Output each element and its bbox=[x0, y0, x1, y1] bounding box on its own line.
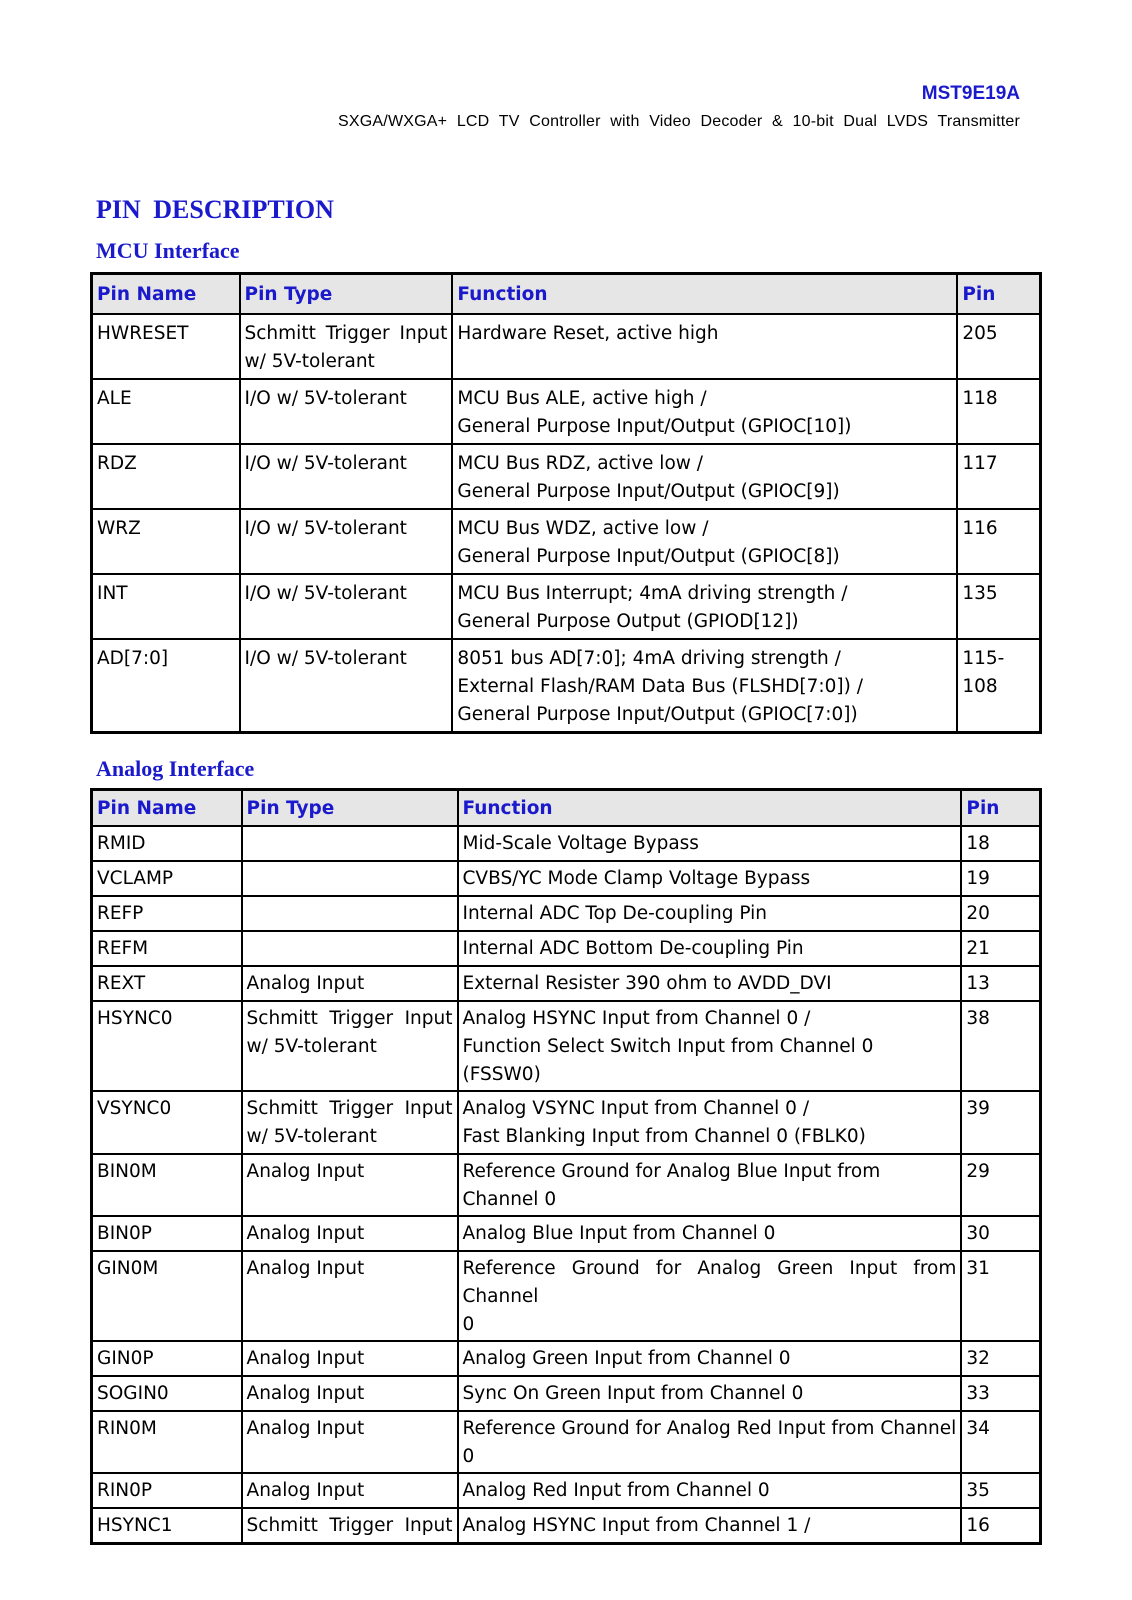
table-row bbox=[92, 1091, 1041, 1154]
pin-type-line: Schmitt Trigger Input bbox=[246, 1515, 453, 1536]
function-line: General Purpose Input/Output (GPIOC[10]) bbox=[457, 416, 852, 437]
pin-type-cell: Analog Input bbox=[242, 1154, 458, 1216]
pin-type-line: Schmitt Trigger Input bbox=[244, 323, 448, 344]
function-line: 8051 bus AD[7:0]; 4mA driving strength / bbox=[457, 648, 841, 669]
function-line: MCU Bus Interrupt; 4mA driving strength / bbox=[457, 583, 848, 604]
function-cell: Reference Ground for Analog Blue Input from Channel 0 bbox=[458, 1154, 962, 1216]
pin-name-cell: WRZ bbox=[92, 509, 240, 574]
column-header-function: Function bbox=[458, 790, 962, 827]
pin-type-cell bbox=[240, 314, 453, 379]
function-line: General Purpose Output (GPIOD[12]) bbox=[457, 611, 799, 632]
table-row bbox=[92, 1376, 1041, 1411]
section-title: PIN DESCRIPTION bbox=[96, 195, 334, 224]
function-line: Function Select Switch Input from Channel 0 (FSSW0) bbox=[462, 1036, 874, 1085]
pin-number-cell: 16 bbox=[961, 1508, 1040, 1543]
table-row bbox=[92, 826, 1041, 861]
pin-number-cell: 115-108 bbox=[957, 639, 1040, 733]
function-cell: Sync On Green Input from Channel 0 bbox=[458, 1376, 962, 1411]
pin-type-cell: Analog Input bbox=[242, 1341, 458, 1376]
function-line: General Purpose Input/Output (GPIOC[7:0]) bbox=[457, 704, 858, 725]
function-cell: Hardware Reset, active high bbox=[452, 314, 957, 379]
table-row bbox=[92, 1341, 1041, 1376]
pin-type-cell bbox=[242, 826, 458, 861]
table-row bbox=[92, 509, 1041, 574]
function-cell bbox=[458, 1001, 962, 1091]
mcu-interface-table bbox=[90, 272, 1042, 734]
table-row bbox=[92, 639, 1041, 733]
function-line: General Purpose Input/Output (GPIOC[9]) bbox=[457, 481, 840, 502]
table-row bbox=[92, 861, 1041, 896]
pin-name-cell: REFP bbox=[92, 896, 242, 931]
table-row bbox=[92, 966, 1041, 1001]
function-cell: Analog Red Input from Channel 0 bbox=[458, 1473, 962, 1508]
pin-name-cell: REFM bbox=[92, 931, 242, 966]
pin-type-cell bbox=[242, 896, 458, 931]
pin-name-cell: HSYNC0 bbox=[92, 1001, 242, 1091]
function-cell bbox=[452, 379, 957, 444]
pin-number-cell: 31 bbox=[961, 1251, 1040, 1341]
column-header-pin: Pin bbox=[961, 790, 1040, 827]
pin-number-cell: 34 bbox=[961, 1411, 1040, 1473]
table-header-row bbox=[92, 274, 1041, 315]
analog-interface-table bbox=[90, 788, 1042, 1545]
pin-type-line: Schmitt Trigger Input bbox=[246, 1008, 453, 1029]
table-row bbox=[92, 1508, 1041, 1543]
column-header-pin-name: Pin Name bbox=[92, 790, 242, 827]
function-cell: Analog Green Input from Channel 0 bbox=[458, 1341, 962, 1376]
function-cell: Reference Ground for Analog Red Input from Channel 0 bbox=[458, 1411, 962, 1473]
pin-number-cell: 30 bbox=[961, 1216, 1040, 1251]
function-cell: Analog HSYNC Input from Channel 1 / bbox=[458, 1508, 962, 1543]
pin-type-cell: Analog Input bbox=[242, 1376, 458, 1411]
pin-name-cell: RMID bbox=[92, 826, 242, 861]
function-cell: External Resister 390 ohm to AVDD_DVI bbox=[458, 966, 962, 1001]
pin-number-cell: 135 bbox=[957, 574, 1040, 639]
pin-name-cell: ALE bbox=[92, 379, 240, 444]
pin-number-cell: 117 bbox=[957, 444, 1040, 509]
table-row bbox=[92, 931, 1041, 966]
pin-number-cell: 18 bbox=[961, 826, 1040, 861]
function-cell: Internal ADC Bottom De-coupling Pin bbox=[458, 931, 962, 966]
pin-type-line: w/ 5V-tolerant bbox=[246, 1036, 377, 1057]
function-line: Fast Blanking Input from Channel 0 (FBLK0) bbox=[462, 1126, 866, 1147]
function-line: External Flash/RAM Data Bus (FLSHD[7:0]) / bbox=[457, 676, 863, 697]
column-header-pin-type: Pin Type bbox=[242, 790, 458, 827]
function-cell: CVBS/YC Mode Clamp Voltage Bypass bbox=[458, 861, 962, 896]
pin-name-cell: SOGIN0 bbox=[92, 1376, 242, 1411]
pin-type-cell: Analog Input bbox=[242, 966, 458, 1001]
pin-number-cell: 205 bbox=[957, 314, 1040, 379]
table-row bbox=[92, 1473, 1041, 1508]
function-cell: Internal ADC Top De-coupling Pin bbox=[458, 896, 962, 931]
function-cell bbox=[452, 574, 957, 639]
pin-name-cell: RIN0M bbox=[92, 1411, 242, 1473]
pin-type-cell bbox=[242, 861, 458, 896]
table-row bbox=[92, 1411, 1041, 1473]
table-row bbox=[92, 314, 1041, 379]
pin-name-cell: BIN0P bbox=[92, 1216, 242, 1251]
pin-name-cell: VSYNC0 bbox=[92, 1091, 242, 1154]
pin-name-cell: INT bbox=[92, 574, 240, 639]
pin-type-cell: I/O w/ 5V-tolerant bbox=[240, 574, 453, 639]
pin-number-cell: 21 bbox=[961, 931, 1040, 966]
pin-number-cell: 32 bbox=[961, 1341, 1040, 1376]
pin-number-cell: 20 bbox=[961, 896, 1040, 931]
table-header-row bbox=[92, 790, 1041, 827]
pin-type-cell bbox=[242, 931, 458, 966]
function-line: Analog HSYNC Input from Channel 0 / bbox=[462, 1008, 811, 1029]
function-cell bbox=[452, 639, 957, 733]
pin-type-cell: I/O w/ 5V-tolerant bbox=[240, 509, 453, 574]
document-id: MST9E19A bbox=[921, 83, 1020, 104]
table-row bbox=[92, 379, 1041, 444]
pin-type-cell: I/O w/ 5V-tolerant bbox=[240, 444, 453, 509]
pin-number-cell: 116 bbox=[957, 509, 1040, 574]
analog-interface-title: Analog Interface bbox=[96, 756, 255, 781]
column-header-pin: Pin bbox=[957, 274, 1040, 315]
function-cell bbox=[458, 1251, 962, 1341]
pin-number-cell: 19 bbox=[961, 861, 1040, 896]
column-header-pin-name: Pin Name bbox=[92, 274, 240, 315]
table-row bbox=[92, 896, 1041, 931]
function-line: Reference Ground for Analog Green Input from Channel bbox=[462, 1258, 957, 1307]
column-header-function: Function bbox=[452, 274, 957, 315]
pin-type-cell: Analog Input bbox=[242, 1216, 458, 1251]
pin-type-cell bbox=[242, 1091, 458, 1154]
pin-name-cell: RIN0P bbox=[92, 1473, 242, 1508]
function-line: MCU Bus ALE, active high / bbox=[457, 388, 707, 409]
pin-name-cell: REXT bbox=[92, 966, 242, 1001]
document-subtitle: SXGA/WXGA+ LCD TV Controller with Video Decoder & 10-bit Dual LVDS Transmitter bbox=[338, 113, 1020, 130]
pin-type-cell: I/O w/ 5V-tolerant bbox=[240, 639, 453, 733]
table-row bbox=[92, 1001, 1041, 1091]
function-line: Analog VSYNC Input from Channel 0 / bbox=[462, 1098, 810, 1119]
pin-name-cell: RDZ bbox=[92, 444, 240, 509]
pin-type-cell bbox=[242, 1508, 458, 1543]
table-row bbox=[92, 1251, 1041, 1341]
function-line: General Purpose Input/Output (GPIOC[8]) bbox=[457, 546, 840, 567]
page-header bbox=[338, 82, 1020, 132]
pin-type-cell: Analog Input bbox=[242, 1411, 458, 1473]
pin-number-cell: 29 bbox=[961, 1154, 1040, 1216]
function-line: MCU Bus WDZ, active low / bbox=[457, 518, 709, 539]
pin-number-cell: 35 bbox=[961, 1473, 1040, 1508]
pin-type-cell: Analog Input bbox=[242, 1251, 458, 1341]
pin-type-cell bbox=[242, 1001, 458, 1091]
table-row bbox=[92, 444, 1041, 509]
pin-name-cell: GIN0P bbox=[92, 1341, 242, 1376]
pin-number-cell: 13 bbox=[961, 966, 1040, 1001]
table-row bbox=[92, 1154, 1041, 1216]
function-cell bbox=[452, 444, 957, 509]
function-line: MCU Bus RDZ, active low / bbox=[457, 453, 704, 474]
pin-name-cell: GIN0M bbox=[92, 1251, 242, 1341]
pin-number-cell: 38 bbox=[961, 1001, 1040, 1091]
function-line: 0 bbox=[462, 1314, 475, 1335]
column-header-pin-type: Pin Type bbox=[240, 274, 453, 315]
pin-name-cell: AD[7:0] bbox=[92, 639, 240, 733]
table-row bbox=[92, 1216, 1041, 1251]
pin-name-cell: BIN0M bbox=[92, 1154, 242, 1216]
mcu-interface-title: MCU Interface bbox=[96, 238, 240, 263]
pin-number-cell: 39 bbox=[961, 1091, 1040, 1154]
pin-type-line: w/ 5V-tolerant bbox=[244, 351, 375, 372]
pin-name-cell: HSYNC1 bbox=[92, 1508, 242, 1543]
pin-type-cell: Analog Input bbox=[242, 1473, 458, 1508]
pin-type-line: w/ 5V-tolerant bbox=[246, 1126, 377, 1147]
function-cell bbox=[458, 1091, 962, 1154]
function-cell: Mid-Scale Voltage Bypass bbox=[458, 826, 962, 861]
pin-number-cell: 118 bbox=[957, 379, 1040, 444]
pin-name-cell: VCLAMP bbox=[92, 861, 242, 896]
pin-type-cell: I/O w/ 5V-tolerant bbox=[240, 379, 453, 444]
pin-type-line: Schmitt Trigger Input bbox=[246, 1098, 453, 1119]
function-cell: Analog Blue Input from Channel 0 bbox=[458, 1216, 962, 1251]
table-row bbox=[92, 574, 1041, 639]
pin-number-cell: 33 bbox=[961, 1376, 1040, 1411]
pin-name-cell: HWRESET bbox=[92, 314, 240, 379]
function-cell bbox=[452, 509, 957, 574]
